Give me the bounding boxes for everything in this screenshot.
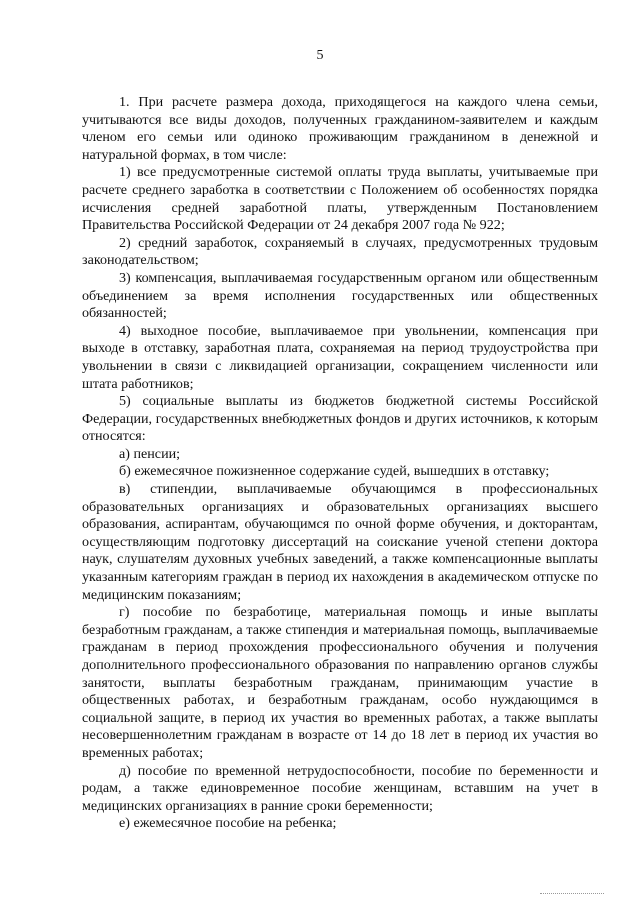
document-body bbox=[82, 94, 598, 833]
paragraph-subitem-a: а) пенсии; bbox=[119, 445, 181, 462]
paragraph-subitem-e: е) ежемесячное пособие на ребенка; bbox=[119, 815, 337, 832]
paragraph-subitem-b: б) ежемесячное пожизненное содержание судей, вышедших в отставку; bbox=[119, 463, 550, 480]
paragraph-subitem-v: в) стипендии, выплачиваемые обучающимся в профессиональных образовательных организациях и образовательных организациях высшего образования, аспирантам, обучающимся по очной форме обучения, и докторантам, осуществляющим подготовку диссертаций на соискание ученой степени доктора наук, слушателям духовных учебных заведений, а также компенсационные выплаты указанным категориям граждан в период их нахождения в академическом отпуске по медицинским показаниям; bbox=[82, 481, 598, 603]
paragraph-income-calculation: 1. При расчете размера дохода, приходящегося на каждого члена семьи, учитываются все виды доходов, полученных гражданином-заявителем и каждым членом его семьи или одиноко проживающим гражданином в денежной и натуральной формах, в том числе: bbox=[82, 94, 598, 163]
paragraph-subitem-g: г) пособие по безработице, материальная помощь и иные выплаты безработным гражданам, а также стипендия и материальная помощь, выплачиваемые гражданам в период прохождения профессионального обучения и получения дополнительного профессионального образования по направлению органов службы занятости, выплаты безработным гражданам, принимающим участие в общественных работах, и безработным гражданам, особо нуждающимся в социальной защите, в период их участия во временных работах, а также выплаты несовершеннолетним гражданам в возрасте от 14 до 18 лет в период их участия во временных работах; bbox=[82, 604, 598, 761]
paragraph-item-4: 4) выходное пособие, выплачиваемое при увольнении, компенсация при выходе в отставку, заработная плата, сохраняемая на период трудоустройства при увольнении в связи с ликвидацией организации, сокращением численности или штата работников; bbox=[82, 322, 598, 392]
paragraph-subitem-d: д) пособие по временной нетрудоспособности, пособие по беременности и родам, а также единовременное пособие женщинам, вставшим на учет в медицинских организациях в ранние сроки беременности; bbox=[82, 762, 598, 814]
footer-divider bbox=[540, 893, 604, 895]
paragraph-item-1: 1) все предусмотренные системой оплаты труда выплаты, учитываемые при расчете среднего заработка в соответствии с Положением об особенностях порядка исчисления средней заработной платы, утвержденным Постановлением Правительства Российской Федерации от 24 декабря 2007 года № 922; bbox=[82, 164, 598, 234]
page-number: 5 bbox=[316, 48, 324, 63]
paragraph-item-2: 2) средний заработок, сохраняемый в случаях, предусмотренных трудовым законодательством; bbox=[82, 234, 598, 269]
paragraph-item-3: 3) компенсация, выплачиваемая государственным органом или общественным объединением за время исполнения государственных или общественных обязанностей; bbox=[82, 269, 598, 322]
paragraph-item-5: 5) социальные выплаты из бюджетов бюджетной системы Российской Федерации, государственных внебюджетных фондов и других источников, к которым относятся: bbox=[82, 393, 598, 445]
